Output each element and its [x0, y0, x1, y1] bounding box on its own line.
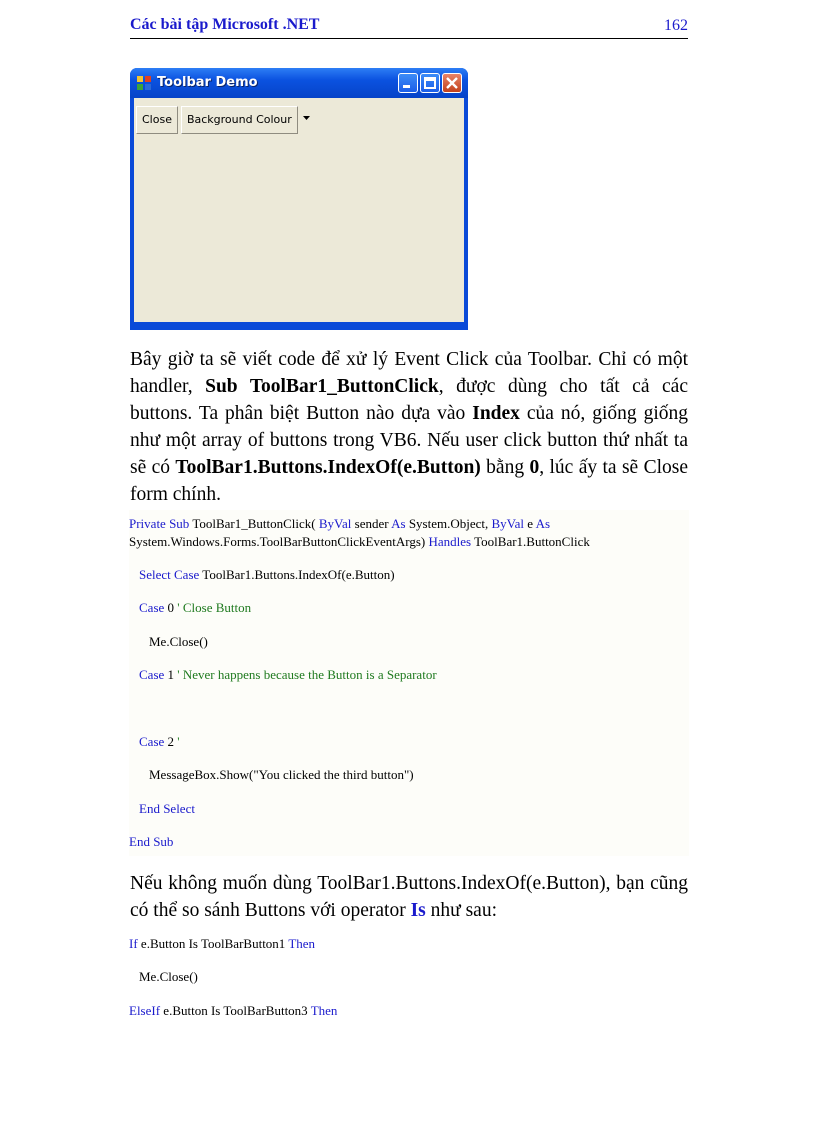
minimize-icon [399, 74, 417, 92]
bold-text: Index [472, 403, 520, 424]
code-line: Private Sub ToolBar1_ButtonClick( ByVal sender As System.Object, ByVal e As [129, 516, 551, 531]
text: của nó, giống giống như một array of buttons trong VB6. Nếu user click button thứ nhất ta sẽ có [130, 403, 688, 478]
code-line: End Sub [129, 834, 174, 849]
bold-text: Sub ToolBar1_ButtonClick [205, 376, 439, 397]
toolbar-background-colour-button[interactable]: Background Colour [181, 106, 298, 134]
code-line: System.Windows.Forms.ToolBarButtonClickEventArgs) Handles ToolBar1.ButtonClick [129, 534, 590, 549]
page-header [130, 14, 688, 39]
code-line: Case 0 ' Close Button [139, 600, 252, 615]
app-icon [136, 75, 152, 91]
text: bằng [480, 457, 530, 478]
code-line: End Select [139, 801, 195, 816]
close-icon [443, 74, 461, 92]
code-line: MessageBox.Show("You clicked the third button") [149, 767, 414, 782]
toolbar [136, 106, 313, 134]
window-titlebar[interactable] [130, 68, 468, 98]
maximize-button[interactable] [420, 73, 440, 93]
dropdown-arrow-icon [303, 116, 310, 120]
code-line: Select Case ToolBar1.Buttons.IndexOf(e.Button) [139, 567, 395, 582]
toolbar-demo-window [130, 68, 468, 330]
background-colour-dropdown[interactable] [301, 106, 313, 134]
bold-keyword: Is [410, 900, 426, 921]
page-number: 162 [664, 17, 688, 34]
maximize-icon [421, 74, 439, 92]
code-line: ElseIf e.Button Is ToolBarButton3 Then [129, 1003, 338, 1018]
text: , lúc ấy ta sẽ Close form chính. [130, 457, 688, 505]
paragraph-toolbar-click [130, 346, 688, 508]
text: Bây giờ ta sẽ viết code để xử lý Event Click của Toolbar. Chỉ có một handler, [130, 349, 688, 397]
code-line: Me.Close() [149, 634, 208, 649]
code-line: Case 2 ' [139, 734, 180, 749]
window-title: Toolbar Demo [157, 75, 258, 90]
code-block-if-is [129, 930, 689, 1030]
text: , được dùng cho tất cả các buttons. Ta phân biệt Button nào dựa vào [130, 376, 688, 424]
text: Nếu không muốn dùng ToolBar1.Buttons.IndexOf(e.Button), bạn cũng có thể so sánh Buttons với operator [130, 873, 688, 921]
header-title: Các bài tập Microsoft .NET [130, 16, 320, 33]
close-window-button[interactable] [442, 73, 462, 93]
code-line: Me.Close() [139, 969, 198, 984]
code-line: Case 1 ' Never happens because the Button is a Separator [139, 667, 437, 682]
window-client-area [134, 98, 464, 322]
code-line: If e.Button Is ToolBarButton1 Then [129, 936, 316, 951]
text: như sau: [425, 900, 497, 921]
bold-text: 0 [529, 457, 540, 478]
paragraph-is-operator [130, 870, 688, 924]
code-block-select-case [129, 510, 689, 856]
bold-text: ToolBar1.Buttons.IndexOf(e.Button) [175, 457, 481, 478]
toolbar-close-button[interactable]: Close [136, 106, 178, 134]
minimize-button[interactable] [398, 73, 418, 93]
